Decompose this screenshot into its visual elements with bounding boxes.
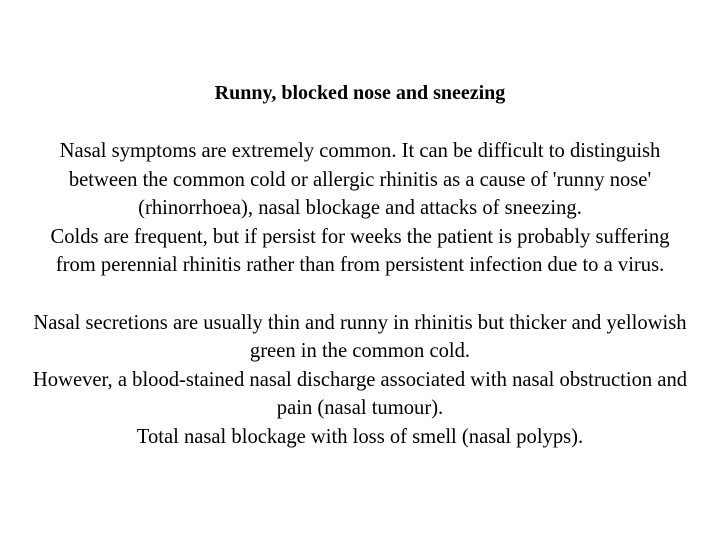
paragraph-nasal-secretions: Nasal secretions are usually thin and runny in rhinitis but thicker and yellowish green in the common cold. (33, 311, 687, 363)
slide-body (30, 137, 690, 452)
paragraph-blood-stained-discharge: However, a blood-stained nasal discharge associated with nasal obstruction and pain (nasal tumour). (32, 368, 688, 420)
slide-title: Runny, blocked nose and sneezing (214, 82, 506, 104)
paragraph-nasal-symptoms: Nasal symptoms are extremely common. It can be difficult to distinguish between the common cold or allergic rhinitis as a cause of 'runny nose' (rhinorrhoea), nasal blockage and attacks of sneezing. (59, 140, 661, 220)
paragraph-colds: Colds are frequent, but if persist for weeks the patient is probably suffering from perennial rhinitis rather than from persistent infection due to a virus. (50, 225, 670, 277)
paragraph-spacer (30, 280, 690, 309)
paragraph-nasal-polyps: Total nasal blockage with loss of smell (nasal polyps). (136, 425, 584, 448)
